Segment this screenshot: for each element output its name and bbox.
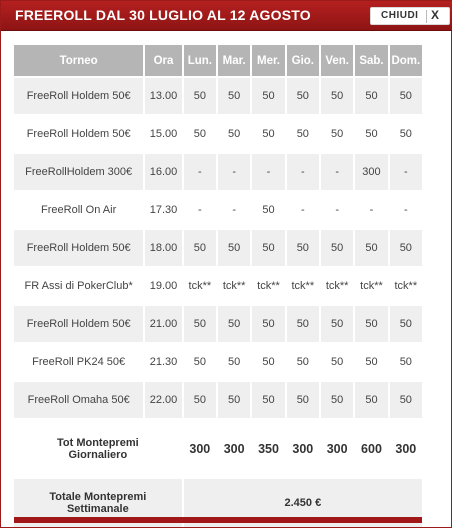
day-prize-cell: 50 [252, 78, 284, 114]
day-prize-cell: - [252, 154, 284, 190]
daily-total-gio: 300 [287, 420, 319, 477]
day-prize-cell: 50 [321, 382, 353, 418]
day-prize-cell: 50 [390, 230, 422, 266]
day-prize-cell: tck** [184, 268, 216, 304]
tournament-name: FreeRoll Holdem 50€ [14, 78, 143, 114]
day-prize-cell: 50 [287, 344, 319, 380]
day-prize-cell: 50 [287, 116, 319, 152]
day-prize-cell: 50 [390, 382, 422, 418]
tournament-name: FreeRoll Holdem 50€ [14, 230, 143, 266]
day-prize-cell: 50 [355, 78, 387, 114]
table-row [14, 78, 422, 114]
tournament-name: FreeRoll On Air [14, 192, 143, 228]
close-label: CHIUDI [381, 10, 419, 21]
daily-total-sab: 600 [355, 420, 387, 477]
weekly-total-label-line1: Totale Montepremi [49, 491, 147, 503]
daily-total-row [14, 420, 422, 477]
tournament-time: 16.00 [145, 154, 181, 190]
header-mar: Mar. [218, 45, 250, 76]
day-prize-cell: - [184, 154, 216, 190]
schedule-table-wrap [14, 43, 422, 529]
day-prize-cell: 50 [390, 116, 422, 152]
day-prize-cell: 50 [390, 344, 422, 380]
day-prize-cell: 50 [355, 306, 387, 342]
tournament-name: FreeRollHoldem 300€ [14, 154, 143, 190]
day-prize-cell: tck** [252, 268, 284, 304]
day-prize-cell: 50 [184, 230, 216, 266]
daily-total-label [14, 420, 182, 477]
day-prize-cell: 50 [218, 78, 250, 114]
day-prize-cell: 50 [252, 230, 284, 266]
weekly-total-label-line2: Settimanale [66, 503, 129, 515]
schedule-table [12, 43, 424, 529]
tournament-name: FreeRoll Holdem 50€ [14, 116, 143, 152]
popup-title: FREEROLL DAL 30 LUGLIO AL 12 AGOSTO [15, 7, 311, 23]
day-prize-cell: tck** [355, 268, 387, 304]
day-prize-cell: 50 [287, 230, 319, 266]
tournament-time: 15.00 [145, 116, 181, 152]
table-row [14, 306, 422, 342]
table-row [14, 344, 422, 380]
day-prize-cell: - [218, 154, 250, 190]
tournament-time: 13.00 [145, 78, 181, 114]
daily-total-label-line2: Giornaliero [68, 448, 128, 461]
day-prize-cell: 50 [287, 306, 319, 342]
header-lun: Lun. [184, 45, 216, 76]
tournament-time: 18.00 [145, 230, 181, 266]
daily-total-mar: 300 [218, 420, 250, 477]
day-prize-cell: - [390, 192, 422, 228]
day-prize-cell: 50 [390, 78, 422, 114]
day-prize-cell: - [355, 192, 387, 228]
day-prize-cell: 50 [218, 306, 250, 342]
day-prize-cell: 50 [252, 116, 284, 152]
bottom-accent-bar [14, 517, 422, 523]
day-prize-cell: 50 [184, 78, 216, 114]
header-ora: Ora [145, 45, 181, 76]
daily-total-lun: 300 [184, 420, 216, 477]
tournament-name: FR Assi di PokerClub* [14, 268, 143, 304]
day-prize-cell: tck** [390, 268, 422, 304]
day-prize-cell: - [321, 192, 353, 228]
tournament-time: 22.00 [145, 382, 181, 418]
tournament-time: 17.30 [145, 192, 181, 228]
close-icon: X [431, 8, 440, 22]
day-prize-cell: 50 [287, 382, 319, 418]
day-prize-cell: 50 [355, 382, 387, 418]
tournament-time: 21.30 [145, 344, 181, 380]
tournament-name: FreeRoll PK24 50€ [14, 344, 143, 380]
table-row [14, 154, 422, 190]
table-row [14, 192, 422, 228]
close-separator [426, 10, 427, 23]
day-prize-cell: - [184, 192, 216, 228]
tournament-time: 19.00 [145, 268, 181, 304]
tournament-name: FreeRoll Holdem 50€ [14, 306, 143, 342]
day-prize-cell: 50 [287, 78, 319, 114]
day-prize-cell: tck** [321, 268, 353, 304]
schedule-body [14, 78, 422, 527]
header-sab: Sab. [355, 45, 387, 76]
table-row [14, 116, 422, 152]
day-prize-cell: - [287, 192, 319, 228]
day-prize-cell: tck** [287, 268, 319, 304]
header-row [14, 45, 422, 76]
day-prize-cell: 50 [321, 306, 353, 342]
day-prize-cell: 50 [321, 230, 353, 266]
day-prize-cell: 50 [184, 306, 216, 342]
day-prize-cell: 50 [184, 344, 216, 380]
day-prize-cell: 50 [252, 344, 284, 380]
day-prize-cell: 50 [184, 116, 216, 152]
title-bar [1, 1, 452, 31]
table-row [14, 382, 422, 418]
header-torneo: Torneo [14, 45, 143, 76]
day-prize-cell: 50 [218, 116, 250, 152]
header-dom: Dom. [390, 45, 422, 76]
daily-total-mer: 350 [252, 420, 284, 477]
day-prize-cell: - [218, 192, 250, 228]
day-prize-cell: tck** [218, 268, 250, 304]
day-prize-cell: 50 [218, 344, 250, 380]
header-mer: Mer. [252, 45, 284, 76]
day-prize-cell: 50 [252, 192, 284, 228]
tournament-name: FreeRoll Omaha 50€ [14, 382, 143, 418]
day-prize-cell: 50 [218, 382, 250, 418]
day-prize-cell: - [321, 154, 353, 190]
day-prize-cell: 50 [218, 230, 250, 266]
day-prize-cell: 50 [184, 382, 216, 418]
tournament-time: 21.00 [145, 306, 181, 342]
day-prize-cell: 50 [390, 306, 422, 342]
day-prize-cell: 50 [355, 230, 387, 266]
daily-total-dom: 300 [390, 420, 422, 477]
header-ven: Ven. [321, 45, 353, 76]
table-row [14, 230, 422, 266]
day-prize-cell: 50 [252, 306, 284, 342]
day-prize-cell: 50 [321, 344, 353, 380]
daily-total-label-line1: Tot Montepremi [56, 436, 139, 449]
close-button[interactable] [370, 7, 450, 25]
day-prize-cell: 50 [321, 116, 353, 152]
daily-total-ven: 300 [321, 420, 353, 477]
day-prize-cell: 50 [321, 78, 353, 114]
day-prize-cell: 50 [252, 382, 284, 418]
day-prize-cell: - [390, 154, 422, 190]
day-prize-cell: 50 [355, 116, 387, 152]
table-row [14, 268, 422, 304]
day-prize-cell: 50 [355, 344, 387, 380]
day-prize-cell: - [287, 154, 319, 190]
header-gio: Gio. [287, 45, 319, 76]
weekly-total-value: 2.450 € [184, 479, 422, 527]
day-prize-cell: 300 [355, 154, 387, 190]
